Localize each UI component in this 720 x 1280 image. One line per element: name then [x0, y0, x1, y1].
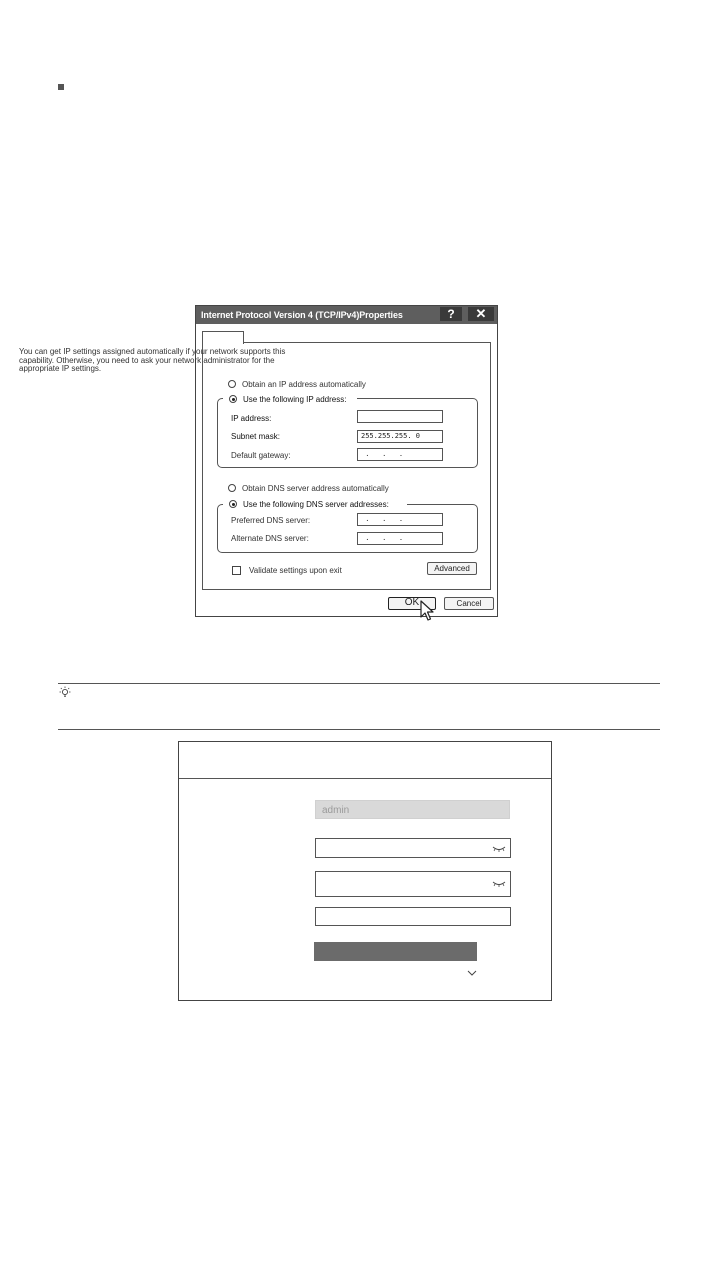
- eye-closed-icon[interactable]: [492, 845, 506, 852]
- square-bullet-icon: [58, 84, 64, 90]
- help-button[interactable]: ?: [440, 307, 462, 321]
- dns-manual-label: Use the following DNS server addresses:: [243, 500, 389, 509]
- lightbulb-icon: [58, 686, 72, 700]
- ip-auto-label: Obtain an IP address automatically: [242, 380, 366, 389]
- gateway-input[interactable]: . . .: [357, 448, 443, 461]
- subnet-mask-label: Subnet mask:: [231, 432, 280, 441]
- gateway-label: Default gateway:: [231, 451, 291, 460]
- ip-auto-radio[interactable]: [228, 380, 236, 388]
- dns-manual-radio[interactable]: [229, 500, 237, 508]
- mouse-pointer-icon: [420, 600, 436, 622]
- dns-auto-radio[interactable]: [228, 484, 236, 492]
- username-value: admin: [322, 805, 350, 816]
- eye-closed-icon[interactable]: [492, 880, 506, 887]
- tip-bottom-rule: [58, 729, 660, 730]
- alternate-dns-input[interactable]: . . .: [357, 532, 443, 545]
- validate-checkbox[interactable]: [232, 566, 241, 575]
- ip-address-label: IP address:: [231, 414, 272, 423]
- tip-top-rule: [58, 683, 660, 684]
- advanced-button[interactable]: Advanced: [427, 562, 477, 575]
- tab-general[interactable]: [202, 331, 244, 344]
- dialog-titlebar: [196, 306, 497, 324]
- preferred-dns-input[interactable]: . . .: [357, 513, 443, 526]
- dns-group: [217, 504, 478, 553]
- subnet-mask-input[interactable]: 255.255.255. 0: [357, 430, 443, 443]
- close-button[interactable]: ✕: [468, 307, 494, 321]
- dialog-title: Internet Protocol Version 4 (TCP/IPv4)Properties: [201, 310, 403, 320]
- preferred-dns-label: Preferred DNS server:: [231, 516, 311, 525]
- email-input[interactable]: [315, 907, 511, 926]
- cancel-button[interactable]: Cancel: [444, 597, 494, 610]
- password-input[interactable]: [315, 838, 511, 858]
- ip-manual-label: Use the following IP address:: [243, 395, 347, 404]
- intro-text: You can get IP settings assigned automatically if your network supports this capability. Otherwise, you need to ask your network administrator for the appropriate IP settings.: [19, 347, 286, 373]
- confirm-password-input[interactable]: [315, 871, 511, 897]
- login-header-divider: [179, 778, 551, 779]
- alternate-dns-label: Alternate DNS server:: [231, 534, 309, 543]
- submit-button[interactable]: [314, 942, 477, 961]
- ip-manual-radio[interactable]: [229, 395, 237, 403]
- dns-auto-label: Obtain DNS server address automatically: [242, 484, 389, 493]
- ok-button[interactable]: OK: [388, 597, 436, 610]
- ip-address-input[interactable]: [357, 410, 443, 423]
- username-input[interactable]: [315, 800, 510, 819]
- validate-label: Validate settings upon exit: [249, 566, 342, 575]
- chevron-down-icon[interactable]: [466, 969, 478, 977]
